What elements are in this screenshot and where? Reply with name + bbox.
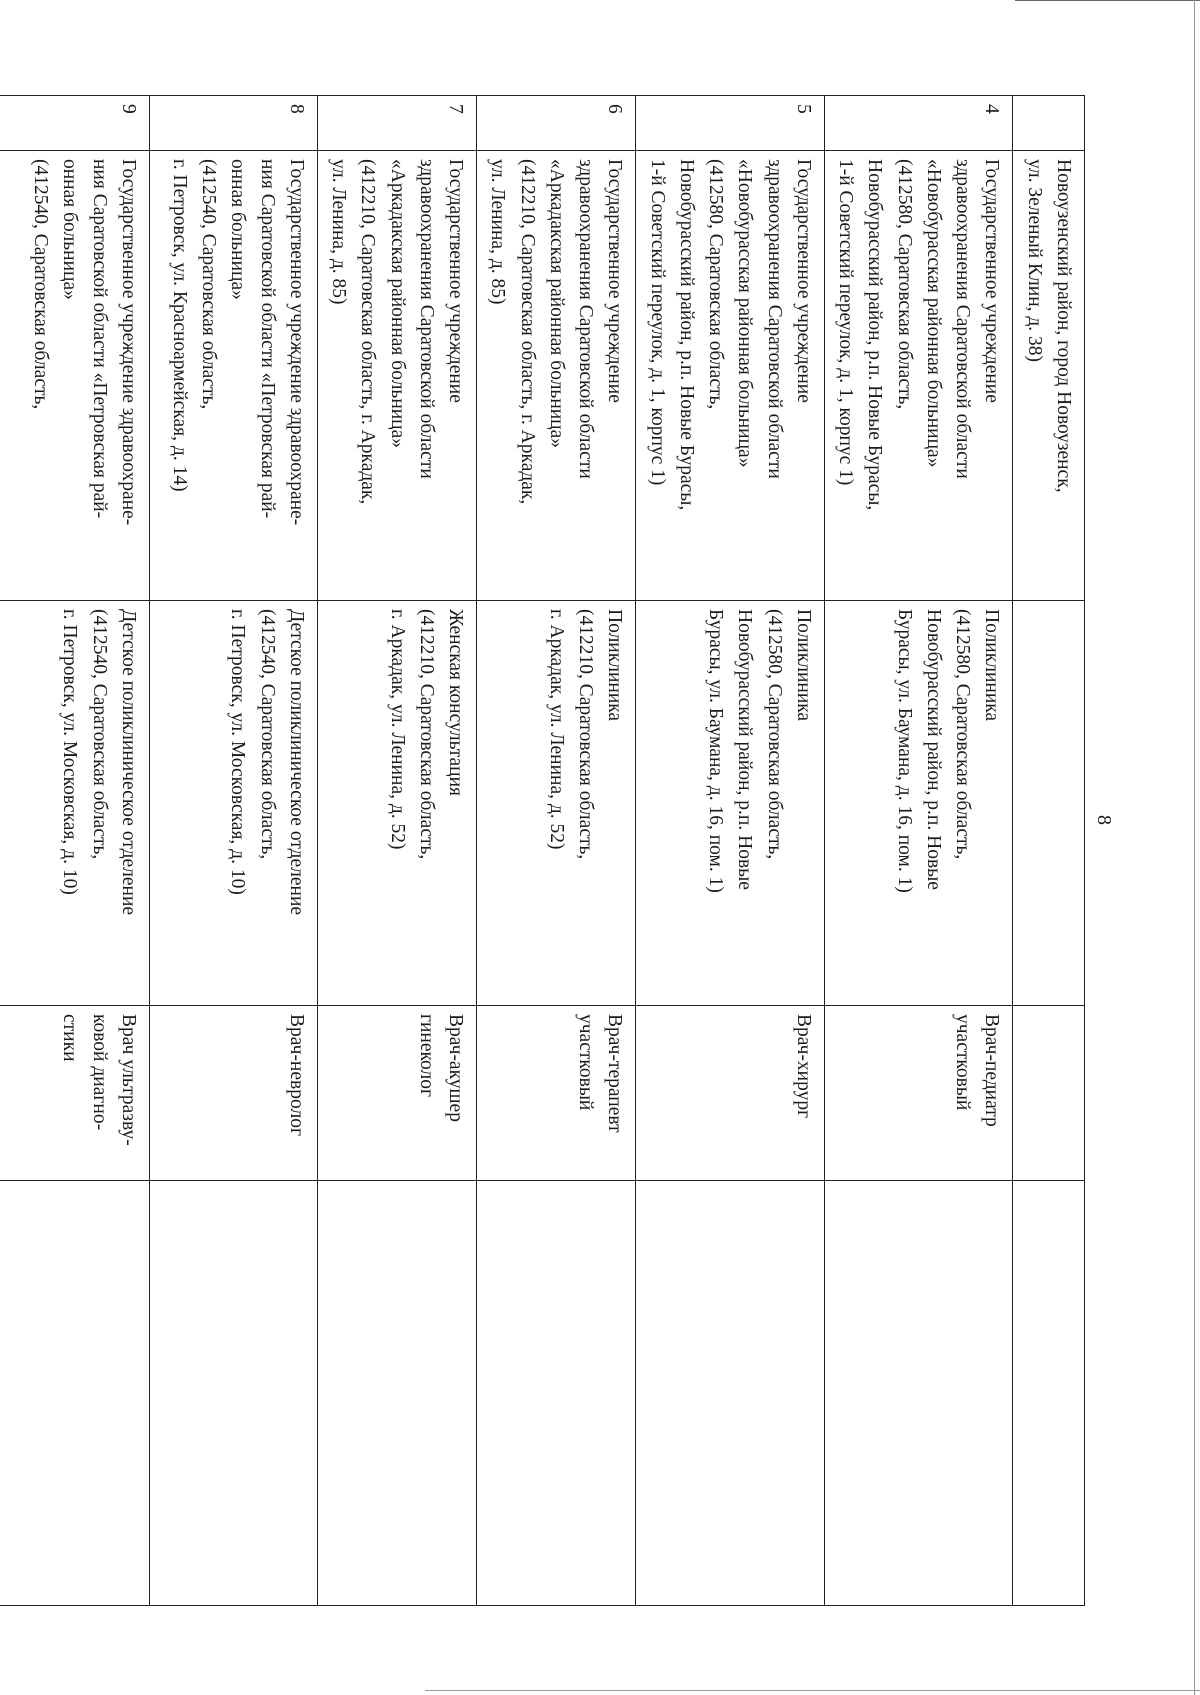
table-body [0, 96, 1085, 1606]
extra-cell [825, 1181, 1014, 1606]
row-number: 7 [318, 96, 477, 151]
position-cell: Врач-терапевт участковый [477, 1006, 636, 1181]
extra-cell [318, 1181, 477, 1606]
position-cell: Врач-акушер гинеколог [318, 1006, 477, 1181]
institution-cell: Государственное учреждение здравоохране- ния Саратовской области «Петровская рай- онная больница» (412540, Саратовская область, г. Петровск, ул. Красноармейская, д. 14) [150, 151, 318, 601]
row-number: 8 [150, 96, 318, 151]
unit-cell: Детское поликлиническое отделение (412540, Саратовская область, г. Петровск, ул. Московская, д. 10) [0, 601, 150, 1006]
unit-cell: Женская консультация (412210, Саратовская область, г. Аркадак, ул. Ленина, д. 52) [318, 601, 477, 1006]
table-row [636, 96, 825, 1606]
table-row [477, 96, 636, 1606]
institution-cell: Государственное учреждение здравоохранения Саратовской области «Аркадакская районная больница» (412210, Саратовская область, г. Аркадак, ул. Ленина, д. 85) [477, 151, 636, 601]
position-cell: Врач ультразву- ковой диагно- стики [0, 1006, 150, 1181]
unit-cell: Детское поликлиническое отделение (412540, Саратовская область, г. Петровск, ул. Московская, д. 10) [150, 601, 318, 1006]
table-row [318, 96, 477, 1606]
table-row [825, 96, 1014, 1606]
page-number: 8 [1093, 815, 1115, 825]
extra-cell [636, 1181, 825, 1606]
row-number: 4 [825, 96, 1014, 151]
unit-cell: Поликлиника (412210, Саратовская область, г. Аркадак, ул. Ленина, д. 52) [477, 601, 636, 1006]
unit-cell: Поликлиника (412580, Саратовская область, Новобурасский район, р.п. Новые Бурасы, ул. Баумана, д. 16, пом. 1) [825, 601, 1014, 1006]
table-row [0, 96, 150, 1606]
row-number: 9 [0, 96, 150, 151]
position-cell [1013, 1006, 1085, 1181]
extra-cell [477, 1181, 636, 1606]
extra-cell [0, 1181, 150, 1606]
scan-edge-right [1194, 0, 1195, 1695]
document-table [0, 95, 1085, 1606]
extra-cell [1013, 1181, 1085, 1606]
row-number: 5 [636, 96, 825, 151]
row-number: 6 [477, 96, 636, 151]
position-cell: Врач-хирург [636, 1006, 825, 1181]
table-row [150, 96, 318, 1606]
unit-cell: Поликлиника (412580, Саратовская область, Новобурасский район, р.п. Новые Бурасы, ул. Баумана, д. 16, пом. 1) [636, 601, 825, 1006]
position-cell: Врач-педиатр участковый [825, 1006, 1014, 1181]
scan-edge-top [1015, 0, 1200, 1]
scan-edge-bottom [425, 1690, 1200, 1691]
institution-cell: Новоузенский район, город Новоузенск, ул. Зеленый Клин, д. 38) [1013, 151, 1085, 601]
institution-cell: Государственное учреждение здравоохранения Саратовской области «Аркадакская районная больница» (412210, Саратовская область, г. Аркадак, ул. Ленина, д. 85) [318, 151, 477, 601]
institution-cell: Государственное учреждение здравоохранения Саратовской области «Новобурасская районная больница» (412580, Саратовская область, Новобурасский район, р.п. Новые Бурасы, 1-й Советский переулок, д. 1, корпус 1) [825, 151, 1014, 601]
institution-cell: Государственное учреждение здравоохране- ния Саратовской области «Петровская рай- онная больница» (412540, Саратовская область, [0, 151, 150, 601]
position-cell: Врач-невролог [150, 1006, 318, 1181]
row-number [1013, 96, 1085, 151]
table-row [1013, 96, 1085, 1606]
institution-cell: Государственное учреждение здравоохранения Саратовской области «Новобурасская районная больница» (412580, Саратовская область, Новобурасский район, р.п. Новые Бурасы, 1-й Советский переулок, д. 1, корпус 1) [636, 151, 825, 601]
rotated-page [30, 95, 1115, 1605]
extra-cell [150, 1181, 318, 1606]
unit-cell [1013, 601, 1085, 1006]
